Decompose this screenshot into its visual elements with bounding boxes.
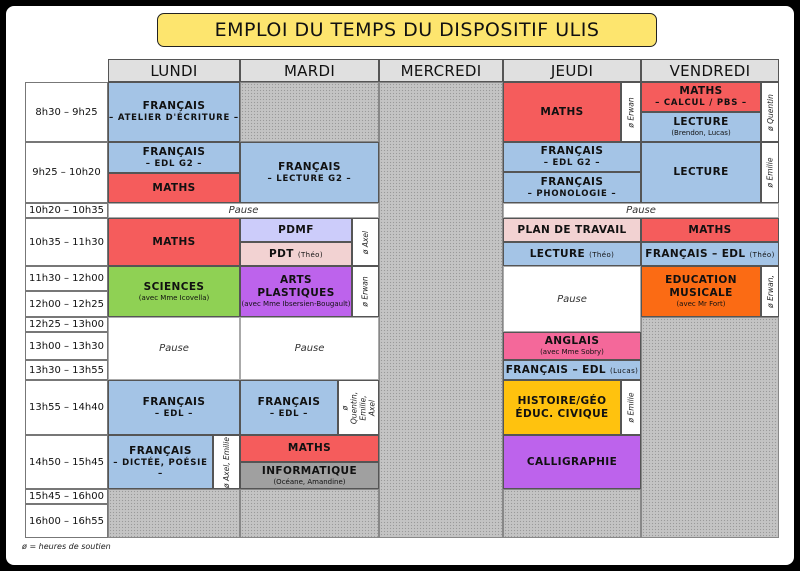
course-name: LECTURE	[673, 116, 729, 128]
course-note: (avec Mme Icovella)	[138, 293, 210, 302]
course-name: FRANÇAIS	[129, 444, 192, 457]
soutien-note: ø Erwan	[352, 266, 379, 317]
course-name: LECTURE (Théo)	[529, 247, 615, 260]
course-name: MATHS	[688, 223, 732, 236]
time-slot: 9h25 – 10h20	[25, 142, 108, 203]
time-slot: 13h55 – 14h40	[25, 380, 108, 435]
course-name: FRANÇAIS	[278, 160, 341, 173]
empty-slot	[108, 489, 240, 538]
lundi-francais-edl	[108, 380, 240, 435]
course-name-2: ÉDUC. CIVIQUE	[515, 407, 609, 420]
course-detail: – DICTÉE, POÉSIE –	[113, 457, 208, 479]
course-name: FRANÇAIS	[142, 100, 206, 112]
course-name: SCIENCES	[143, 280, 205, 293]
legend-note: ø = heures de soutien	[22, 542, 111, 551]
mardi-pdt	[240, 242, 352, 266]
course-note: (Brendon, Lucas)	[671, 129, 731, 137]
jeudi-francais-edl-g2	[503, 142, 641, 172]
course-detail: – EDL –	[154, 408, 194, 419]
time-slot: 12h00 – 12h25	[25, 291, 108, 317]
time-slot: 8h30 – 9h25	[25, 82, 108, 142]
course-name-2: MUSICALE	[669, 287, 733, 299]
mardi-arts-plastiques	[240, 266, 352, 317]
mercredi-empty	[379, 82, 503, 538]
soutien-note: ø Emilie	[761, 142, 779, 203]
jeudi-plan-de-travail	[503, 218, 641, 242]
course-name: CALLIGRAPHIE	[526, 455, 618, 468]
course-name: FRANÇAIS	[142, 145, 206, 158]
pause-block: Pause	[503, 266, 641, 332]
course-name: PLAN DE TRAVAIL	[517, 223, 627, 236]
lundi-francais-dictee	[108, 435, 213, 489]
course-name: INFORMATIQUE	[261, 464, 358, 477]
soutien-note: ø Quentin, Emilie, Axel	[338, 380, 379, 435]
course-detail: – CALCUL / PBS –	[655, 98, 747, 108]
empty-slot	[240, 82, 379, 142]
lundi-maths-2	[108, 218, 240, 266]
time-slot: 13h00 – 13h30	[25, 332, 108, 360]
course-name: FRANÇAIS – EDL (Lucas)	[505, 363, 639, 376]
vendredi-maths	[641, 218, 779, 242]
empty-slot	[503, 489, 641, 538]
course-name: HISTOIRE/GÉO	[517, 394, 607, 407]
mardi-francais-lecture	[240, 142, 379, 203]
course-detail: – EDL G2 –	[145, 158, 203, 169]
time-slot: 15h45 – 16h00	[25, 489, 108, 504]
course-name: FRANÇAIS – EDL (Théo)	[645, 247, 775, 260]
course-note: (avec Mme Sobry)	[540, 348, 604, 356]
soutien-note: ø Axel, Emilie	[213, 435, 240, 489]
jeudi-lecture	[503, 242, 641, 266]
course-name: MATHS	[287, 442, 332, 454]
time-slot: 12h25 – 13h00	[25, 317, 108, 332]
course-name: FRANÇAIS	[540, 175, 604, 188]
course-note: (avec Mr Fort)	[676, 300, 726, 308]
mardi-pdmf	[240, 218, 352, 242]
soutien-note: ø Axel	[352, 218, 379, 266]
empty-slot	[240, 489, 379, 538]
course-name: MATHS	[540, 105, 584, 118]
course-name: MATHS	[679, 85, 723, 97]
vendredi-lecture	[641, 112, 761, 142]
course-name: PDT (Théo)	[268, 247, 323, 260]
course-detail: – EDL –	[269, 408, 309, 419]
soutien-note: ø Quentin	[761, 82, 779, 142]
lundi-francais-edl-g2	[108, 142, 240, 173]
page-title: EMPLOI DU TEMPS DU DISPOSITIF ULIS	[157, 13, 657, 47]
course-name: ANGLAIS	[544, 335, 600, 347]
course-name: ARTS	[279, 274, 313, 286]
soutien-note: ø Emilie	[621, 380, 641, 435]
vendredi-education-musicale	[641, 266, 761, 317]
course-name-2: PLASTIQUES	[257, 287, 335, 299]
soutien-note: ø Erwan	[621, 82, 641, 142]
course-detail: – PHONOLOGIE –	[527, 188, 617, 199]
jeudi-anglais	[503, 332, 641, 360]
lundi-maths	[108, 173, 240, 203]
header-jeudi: JEUDI	[503, 59, 641, 82]
course-name: FRANÇAIS	[257, 395, 321, 408]
course-name: EDUCATION	[665, 274, 737, 286]
header-mercredi: MERCREDI	[379, 59, 503, 82]
jeudi-francais-phonologie	[503, 172, 641, 203]
jeudi-calligraphie	[503, 435, 641, 489]
empty-slot	[641, 317, 779, 538]
header-lundi: LUNDI	[108, 59, 240, 82]
jeudi-histoire-geo	[503, 380, 621, 435]
jeudi-maths	[503, 82, 621, 142]
time-slot: 11h30 – 12h00	[25, 266, 108, 291]
course-name: FRANÇAIS	[142, 395, 206, 408]
time-slot: 13h30 – 13h55	[25, 360, 108, 380]
vendredi-lecture-2	[641, 142, 761, 203]
mardi-maths	[240, 435, 379, 462]
course-note: (avec Mme Ibsersien-Bougault)	[241, 300, 351, 308]
header-vendredi: VENDREDI	[641, 59, 779, 82]
mardi-francais-edl	[240, 380, 338, 435]
vendredi-francais-edl	[641, 242, 779, 266]
course-name: LECTURE	[673, 166, 729, 178]
vendredi-maths-calcul	[641, 82, 761, 112]
pause-block: Pause	[108, 317, 240, 380]
lundi-sciences	[108, 266, 240, 317]
soutien-note: ø Erwan,	[761, 266, 779, 317]
time-slot: 10h35 – 11h30	[25, 218, 108, 266]
pause-block: Pause	[240, 317, 379, 380]
lundi-francais-atelier	[108, 82, 240, 142]
course-name: FRANÇAIS	[540, 145, 604, 157]
course-name: MATHS	[152, 181, 196, 194]
time-slot: 16h00 – 16h55	[25, 504, 108, 538]
time-slot: 14h50 – 15h45	[25, 435, 108, 489]
pause-block: Pause	[108, 203, 379, 218]
header-mardi: MARDI	[240, 59, 379, 82]
course-note: (Océane, Amandine)	[273, 477, 346, 486]
pause-block: Pause	[503, 203, 779, 218]
course-detail: – ATELIER D'ÉCRITURE –	[109, 113, 239, 123]
time-slot: 10h20 – 10h35	[25, 203, 108, 218]
mardi-informatique	[240, 462, 379, 489]
course-detail: – LECTURE G2 –	[267, 173, 352, 184]
jeudi-francais-edl	[503, 360, 641, 380]
course-name: PDMF	[278, 223, 314, 236]
course-detail: – EDL G2 –	[543, 158, 601, 168]
course-name: MATHS	[152, 235, 196, 248]
